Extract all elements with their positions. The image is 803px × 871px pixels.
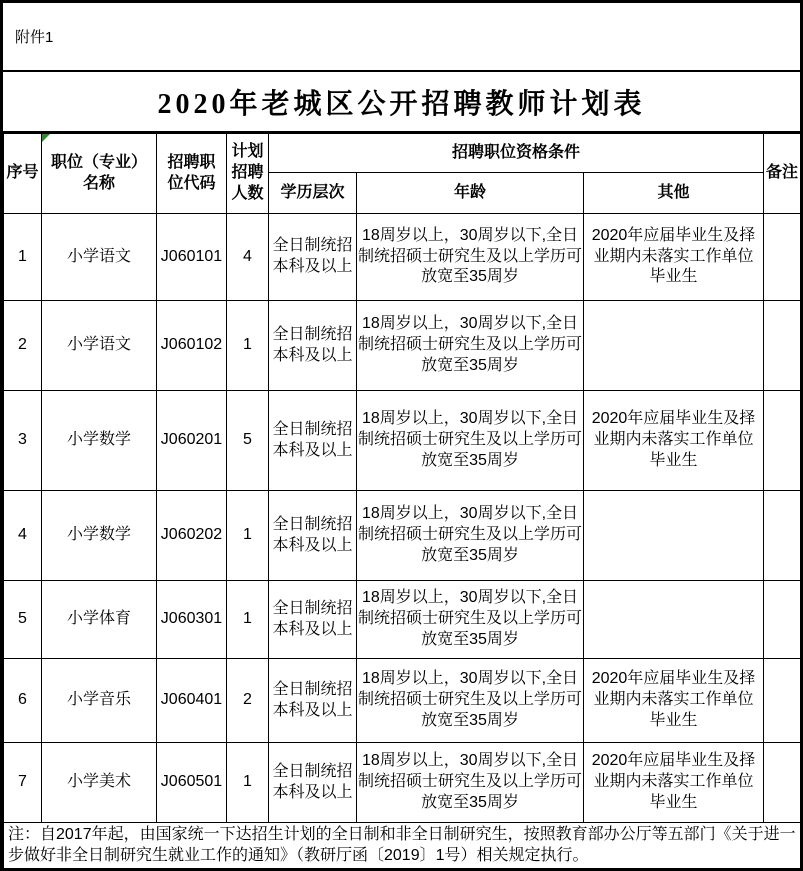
cell-other: 2020年应届毕业生及择业期内未落实工作单位毕业生: [584, 214, 764, 301]
attachment-label: 附件1: [3, 3, 800, 72]
cell-seq: 1: [4, 214, 42, 301]
cell-code: J060401: [157, 659, 227, 743]
header-age: 年龄: [357, 173, 584, 214]
cell-age: 18周岁以上，30周岁以下,全日制统招硕士研究生及以上学历可放宽至35周岁: [357, 214, 584, 301]
cell-remark: [764, 743, 801, 823]
cell-seq: 5: [4, 581, 42, 659]
cell-remark: [764, 491, 801, 581]
cell-other: [584, 301, 764, 391]
header-other: 其他: [584, 173, 764, 214]
cell-education: 全日制统招本科及以上: [269, 743, 357, 823]
cell-code: J060201: [157, 391, 227, 491]
cell-education: 全日制统招本科及以上: [269, 659, 357, 743]
cell-seq: 7: [4, 743, 42, 823]
cell-position: 小学音乐: [42, 659, 157, 743]
cell-seq: 6: [4, 659, 42, 743]
cell-education: 全日制统招本科及以上: [269, 581, 357, 659]
cell-count: 1: [227, 743, 269, 823]
cell-other: [584, 581, 764, 659]
cell-code: J060102: [157, 301, 227, 391]
header-qualification-group: 招聘职位资格条件: [269, 134, 764, 173]
cell-count: 5: [227, 391, 269, 491]
cell-education: 全日制统招本科及以上: [269, 491, 357, 581]
cell-flag-icon: [42, 134, 50, 142]
cell-other: [584, 491, 764, 581]
cell-code: J060101: [157, 214, 227, 301]
cell-seq: 3: [4, 391, 42, 491]
header-remark: 备注: [764, 134, 801, 214]
header-seq: 序号: [4, 134, 42, 214]
header-position: [42, 134, 157, 214]
cell-remark: [764, 391, 801, 491]
cell-position: 小学数学: [42, 391, 157, 491]
cell-remark: [764, 214, 801, 301]
cell-count: 2: [227, 659, 269, 743]
cell-seq: 4: [4, 491, 42, 581]
cell-age: 18周岁以上，30周岁以下,全日制统招硕士研究生及以上学历可放宽至35周岁: [357, 491, 584, 581]
cell-remark: [764, 659, 801, 743]
note-row: [4, 823, 801, 870]
cell-count: 1: [227, 491, 269, 581]
table-row: [4, 743, 801, 823]
cell-age: 18周岁以上，30周岁以下,全日制统招硕士研究生及以上学历可放宽至35周岁: [357, 391, 584, 491]
table-row: [4, 301, 801, 391]
header-education: 学历层次: [269, 173, 357, 214]
cell-code: J060301: [157, 581, 227, 659]
cell-other: 2020年应届毕业生及择业期内未落实工作单位毕业生: [584, 659, 764, 743]
header-count: 计划招聘人数: [227, 134, 269, 214]
table-row: [4, 214, 801, 301]
cell-position: 小学语文: [42, 214, 157, 301]
recruitment-plan-table: [3, 133, 801, 870]
header-code: 招聘职位代码: [157, 134, 227, 214]
cell-other: 2020年应届毕业生及择业期内未落实工作单位毕业生: [584, 743, 764, 823]
table-row: [4, 491, 801, 581]
table-note: 注：自2017年起，由国家统一下达招生计划的全日制和非全日制研究生，按照教育部办公厅等五部门《关于进一步做好非全日制研究生就业工作的通知》（教研厅函〔2019〕1号）相关规定执行。: [4, 823, 801, 870]
cell-remark: [764, 581, 801, 659]
header-row-top: [4, 134, 801, 173]
cell-count: 1: [227, 301, 269, 391]
cell-position: 小学数学: [42, 491, 157, 581]
cell-age: 18周岁以上，30周岁以下,全日制统招硕士研究生及以上学历可放宽至35周岁: [357, 581, 584, 659]
cell-seq: 2: [4, 301, 42, 391]
cell-other: 2020年应届毕业生及择业期内未落实工作单位毕业生: [584, 391, 764, 491]
cell-position: 小学美术: [42, 743, 157, 823]
page-title: 2020年老城区公开招聘教师计划表: [3, 72, 800, 133]
cell-count: 1: [227, 581, 269, 659]
header-position-label: 职位（专业）名称: [50, 153, 147, 192]
table-row: [4, 391, 801, 491]
table-row: [4, 659, 801, 743]
cell-remark: [764, 301, 801, 391]
cell-age: 18周岁以上，30周岁以下,全日制统招硕士研究生及以上学历可放宽至35周岁: [357, 301, 584, 391]
cell-count: 4: [227, 214, 269, 301]
cell-education: 全日制统招本科及以上: [269, 301, 357, 391]
cell-age: 18周岁以上，30周岁以下,全日制统招硕士研究生及以上学历可放宽至35周岁: [357, 743, 584, 823]
cell-education: 全日制统招本科及以上: [269, 214, 357, 301]
table-row: [4, 581, 801, 659]
cell-age: 18周岁以上，30周岁以下,全日制统招硕士研究生及以上学历可放宽至35周岁: [357, 659, 584, 743]
cell-position: 小学语文: [42, 301, 157, 391]
cell-code: J060202: [157, 491, 227, 581]
cell-position: 小学体育: [42, 581, 157, 659]
cell-code: J060501: [157, 743, 227, 823]
cell-education: 全日制统招本科及以上: [269, 391, 357, 491]
